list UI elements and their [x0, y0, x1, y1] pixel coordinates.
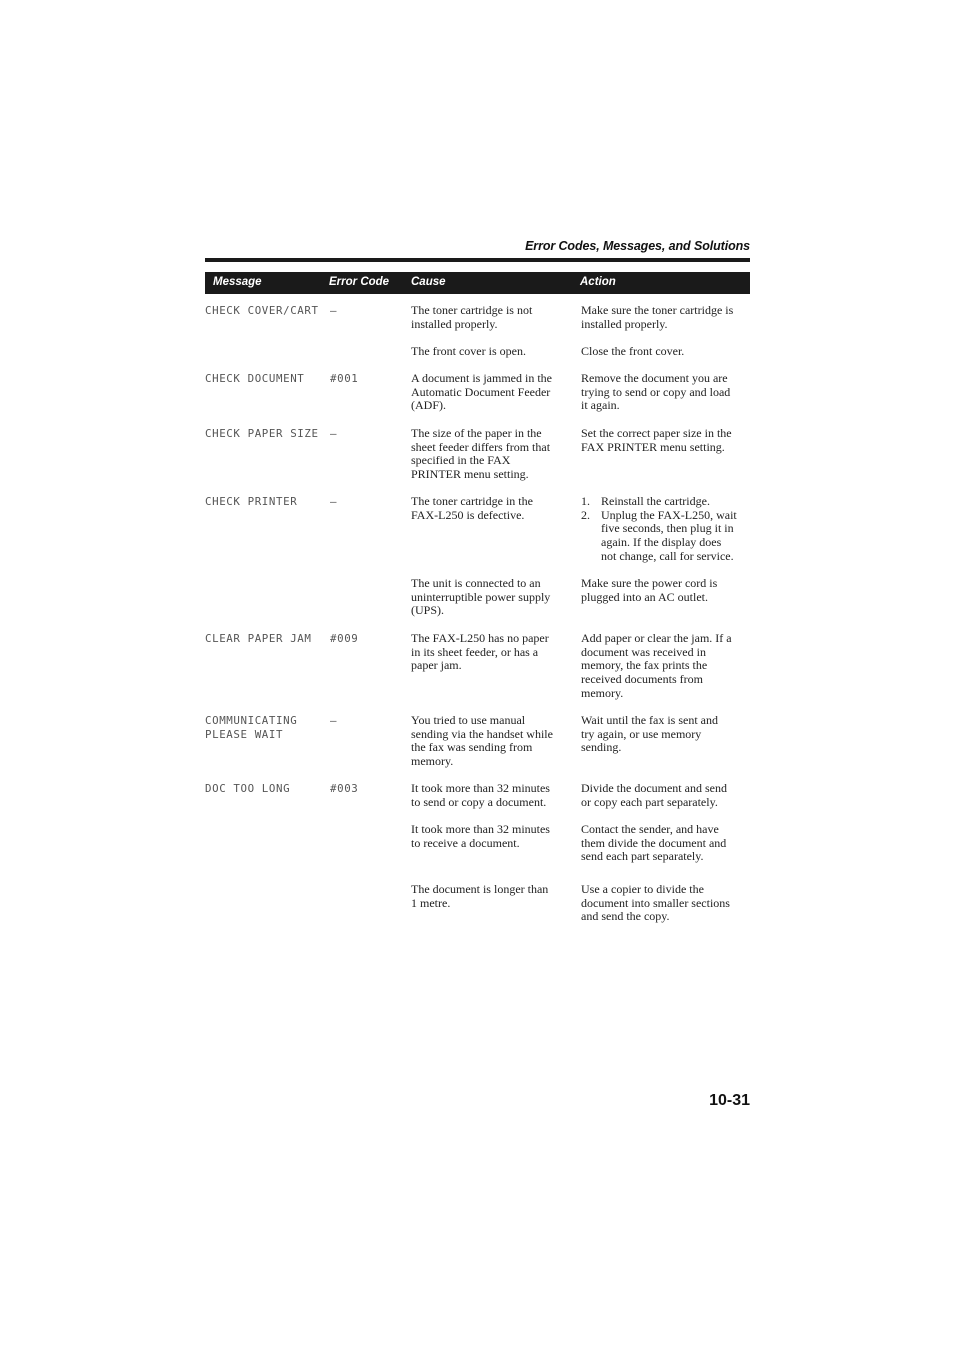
cause-line: to send or copy a document.: [411, 794, 547, 809]
action-cell: [581, 304, 751, 331]
cause-line: the fax was sending from: [411, 740, 533, 755]
action-line: Divide the document and send: [581, 781, 727, 795]
cause-line: (ADF).: [411, 398, 446, 413]
action-line: Unplug the FAX-L250, wait: [601, 507, 737, 522]
cause-line: memory.: [411, 754, 454, 769]
error-code-cell: –: [330, 714, 338, 727]
column-header-cause: Cause: [411, 276, 446, 288]
cause-cell: [411, 304, 569, 331]
cause-line: The FAX-L250 has no paper: [411, 631, 549, 645]
action-line: memory, the fax prints the: [581, 658, 708, 673]
cause-line: Automatic Document Feeder: [411, 384, 551, 399]
message-line: PLEASE WAIT: [205, 727, 284, 741]
page-number: 10-31: [709, 1092, 750, 1109]
cause-line: specified in the FAX: [411, 453, 511, 468]
message-cell: DOC TOO LONG: [205, 782, 291, 795]
action-step: [581, 495, 751, 509]
message-cell: CLEAR PAPER JAM: [205, 632, 312, 645]
cause-line: You tried to use manual: [411, 713, 526, 727]
header-rule: [205, 258, 750, 262]
action-line: send each part separately.: [581, 849, 704, 864]
cause-cell: [411, 372, 569, 413]
cause-line: paper jam.: [411, 658, 462, 673]
action-line: Contact the sender, and have: [581, 822, 719, 836]
action-line: Make sure the power cord is: [581, 576, 718, 590]
action-line: or copy each part separately.: [581, 794, 718, 809]
cause-line: sheet feeder differs from that: [411, 439, 551, 454]
message-cell: CHECK PRINTER: [205, 495, 298, 508]
action-line: received documents from: [581, 672, 703, 687]
action-line: Remove the document you are: [581, 371, 728, 385]
cause-cell: [411, 823, 569, 850]
action-line: Reinstall the cartridge.: [601, 494, 710, 508]
cause-line: to receive a document.: [411, 835, 520, 850]
action-line: again. If the display does: [601, 535, 722, 550]
action-line: sending.: [581, 740, 622, 755]
action-line: try again, or use memory: [581, 726, 702, 741]
action-line: installed properly.: [581, 316, 668, 331]
table-header: [205, 272, 750, 294]
cause-cell: [411, 577, 569, 618]
cause-line: installed properly.: [411, 316, 498, 331]
cause-line: The document is longer than: [411, 882, 549, 896]
running-head: Error Codes, Messages, and Solutions: [525, 239, 750, 253]
action-cell: [581, 632, 751, 701]
action-line: memory.: [581, 685, 624, 700]
action-cell: [581, 883, 751, 924]
cause-cell: [411, 495, 569, 522]
action-cell: [581, 427, 751, 454]
cause-cell: [411, 345, 569, 359]
action-line: Add paper or clear the jam. If a: [581, 631, 732, 645]
cause-line: 1 metre.: [411, 895, 451, 910]
cause-line: A document is jammed in the: [411, 371, 552, 385]
action-cell: [581, 782, 751, 809]
column-header-message: Message: [213, 276, 262, 288]
message-line: COMMUNICATING: [205, 714, 298, 727]
action-cell: [581, 372, 751, 413]
cause-line: PRINTER menu setting.: [411, 467, 529, 482]
action-line: Use a copier to divide the: [581, 882, 704, 896]
step-number: 1.: [581, 494, 590, 508]
action-line: document was received in: [581, 644, 706, 659]
error-code-cell: #001: [330, 372, 359, 385]
message-cell: CHECK PAPER SIZE: [205, 427, 319, 440]
action-line: document into smaller sections: [581, 895, 730, 910]
cause-line: The front cover is open.: [411, 344, 526, 358]
action-line: them divide the document and: [581, 835, 727, 850]
cause-line: The toner cartridge is not: [411, 303, 533, 317]
action-cell: [581, 823, 751, 864]
action-line: not change, call for service.: [601, 548, 734, 563]
cause-line: It took more than 32 minutes: [411, 822, 550, 836]
cause-line: FAX-L250 is defective.: [411, 507, 525, 522]
cause-line: The unit is connected to an: [411, 576, 541, 590]
cause-cell: [411, 632, 569, 673]
cause-cell: [411, 883, 569, 910]
action-line: Close the front cover.: [581, 344, 685, 358]
action-line: and send the copy.: [581, 909, 670, 924]
column-header-action: Action: [580, 276, 616, 288]
cause-line: The size of the paper in the: [411, 426, 542, 440]
message-cell: CHECK DOCUMENT: [205, 372, 305, 385]
message-cell: CHECK COVER/CART: [205, 304, 319, 317]
action-cell: [581, 577, 751, 604]
action-line: Make sure the toner cartridge is: [581, 303, 734, 317]
action-cell: [581, 495, 751, 564]
action-cell: [581, 714, 751, 755]
cause-cell: [411, 714, 569, 769]
error-code-cell: #009: [330, 632, 359, 645]
cause-line: (UPS).: [411, 603, 445, 618]
cause-line: It took more than 32 minutes: [411, 781, 550, 795]
action-line: Wait until the fax is sent and: [581, 713, 719, 727]
action-line: FAX PRINTER menu setting.: [581, 439, 725, 454]
action-step: [581, 509, 751, 564]
cause-cell: [411, 427, 569, 482]
action-line: plugged into an AC outlet.: [581, 589, 708, 604]
error-code-cell: #003: [330, 782, 359, 795]
error-code-cell: –: [330, 427, 338, 440]
column-header-error-code: Error Code: [329, 276, 390, 288]
action-line: Set the correct paper size in the: [581, 426, 732, 440]
message-cell: [205, 714, 325, 741]
action-line: five seconds, then plug it in: [601, 521, 734, 536]
action-line: it again.: [581, 398, 620, 413]
action-cell: [581, 345, 751, 359]
cause-line: sending via the handset while: [411, 726, 553, 741]
cause-cell: [411, 782, 569, 809]
cause-line: in its sheet feeder, or has a: [411, 644, 539, 659]
cause-line: The toner cartridge in the: [411, 494, 533, 508]
error-code-cell: –: [330, 304, 338, 317]
action-line: trying to send or copy and load: [581, 384, 731, 399]
step-number: 2.: [581, 507, 590, 522]
cause-line: uninterruptible power supply: [411, 589, 551, 604]
error-code-cell: –: [330, 495, 338, 508]
